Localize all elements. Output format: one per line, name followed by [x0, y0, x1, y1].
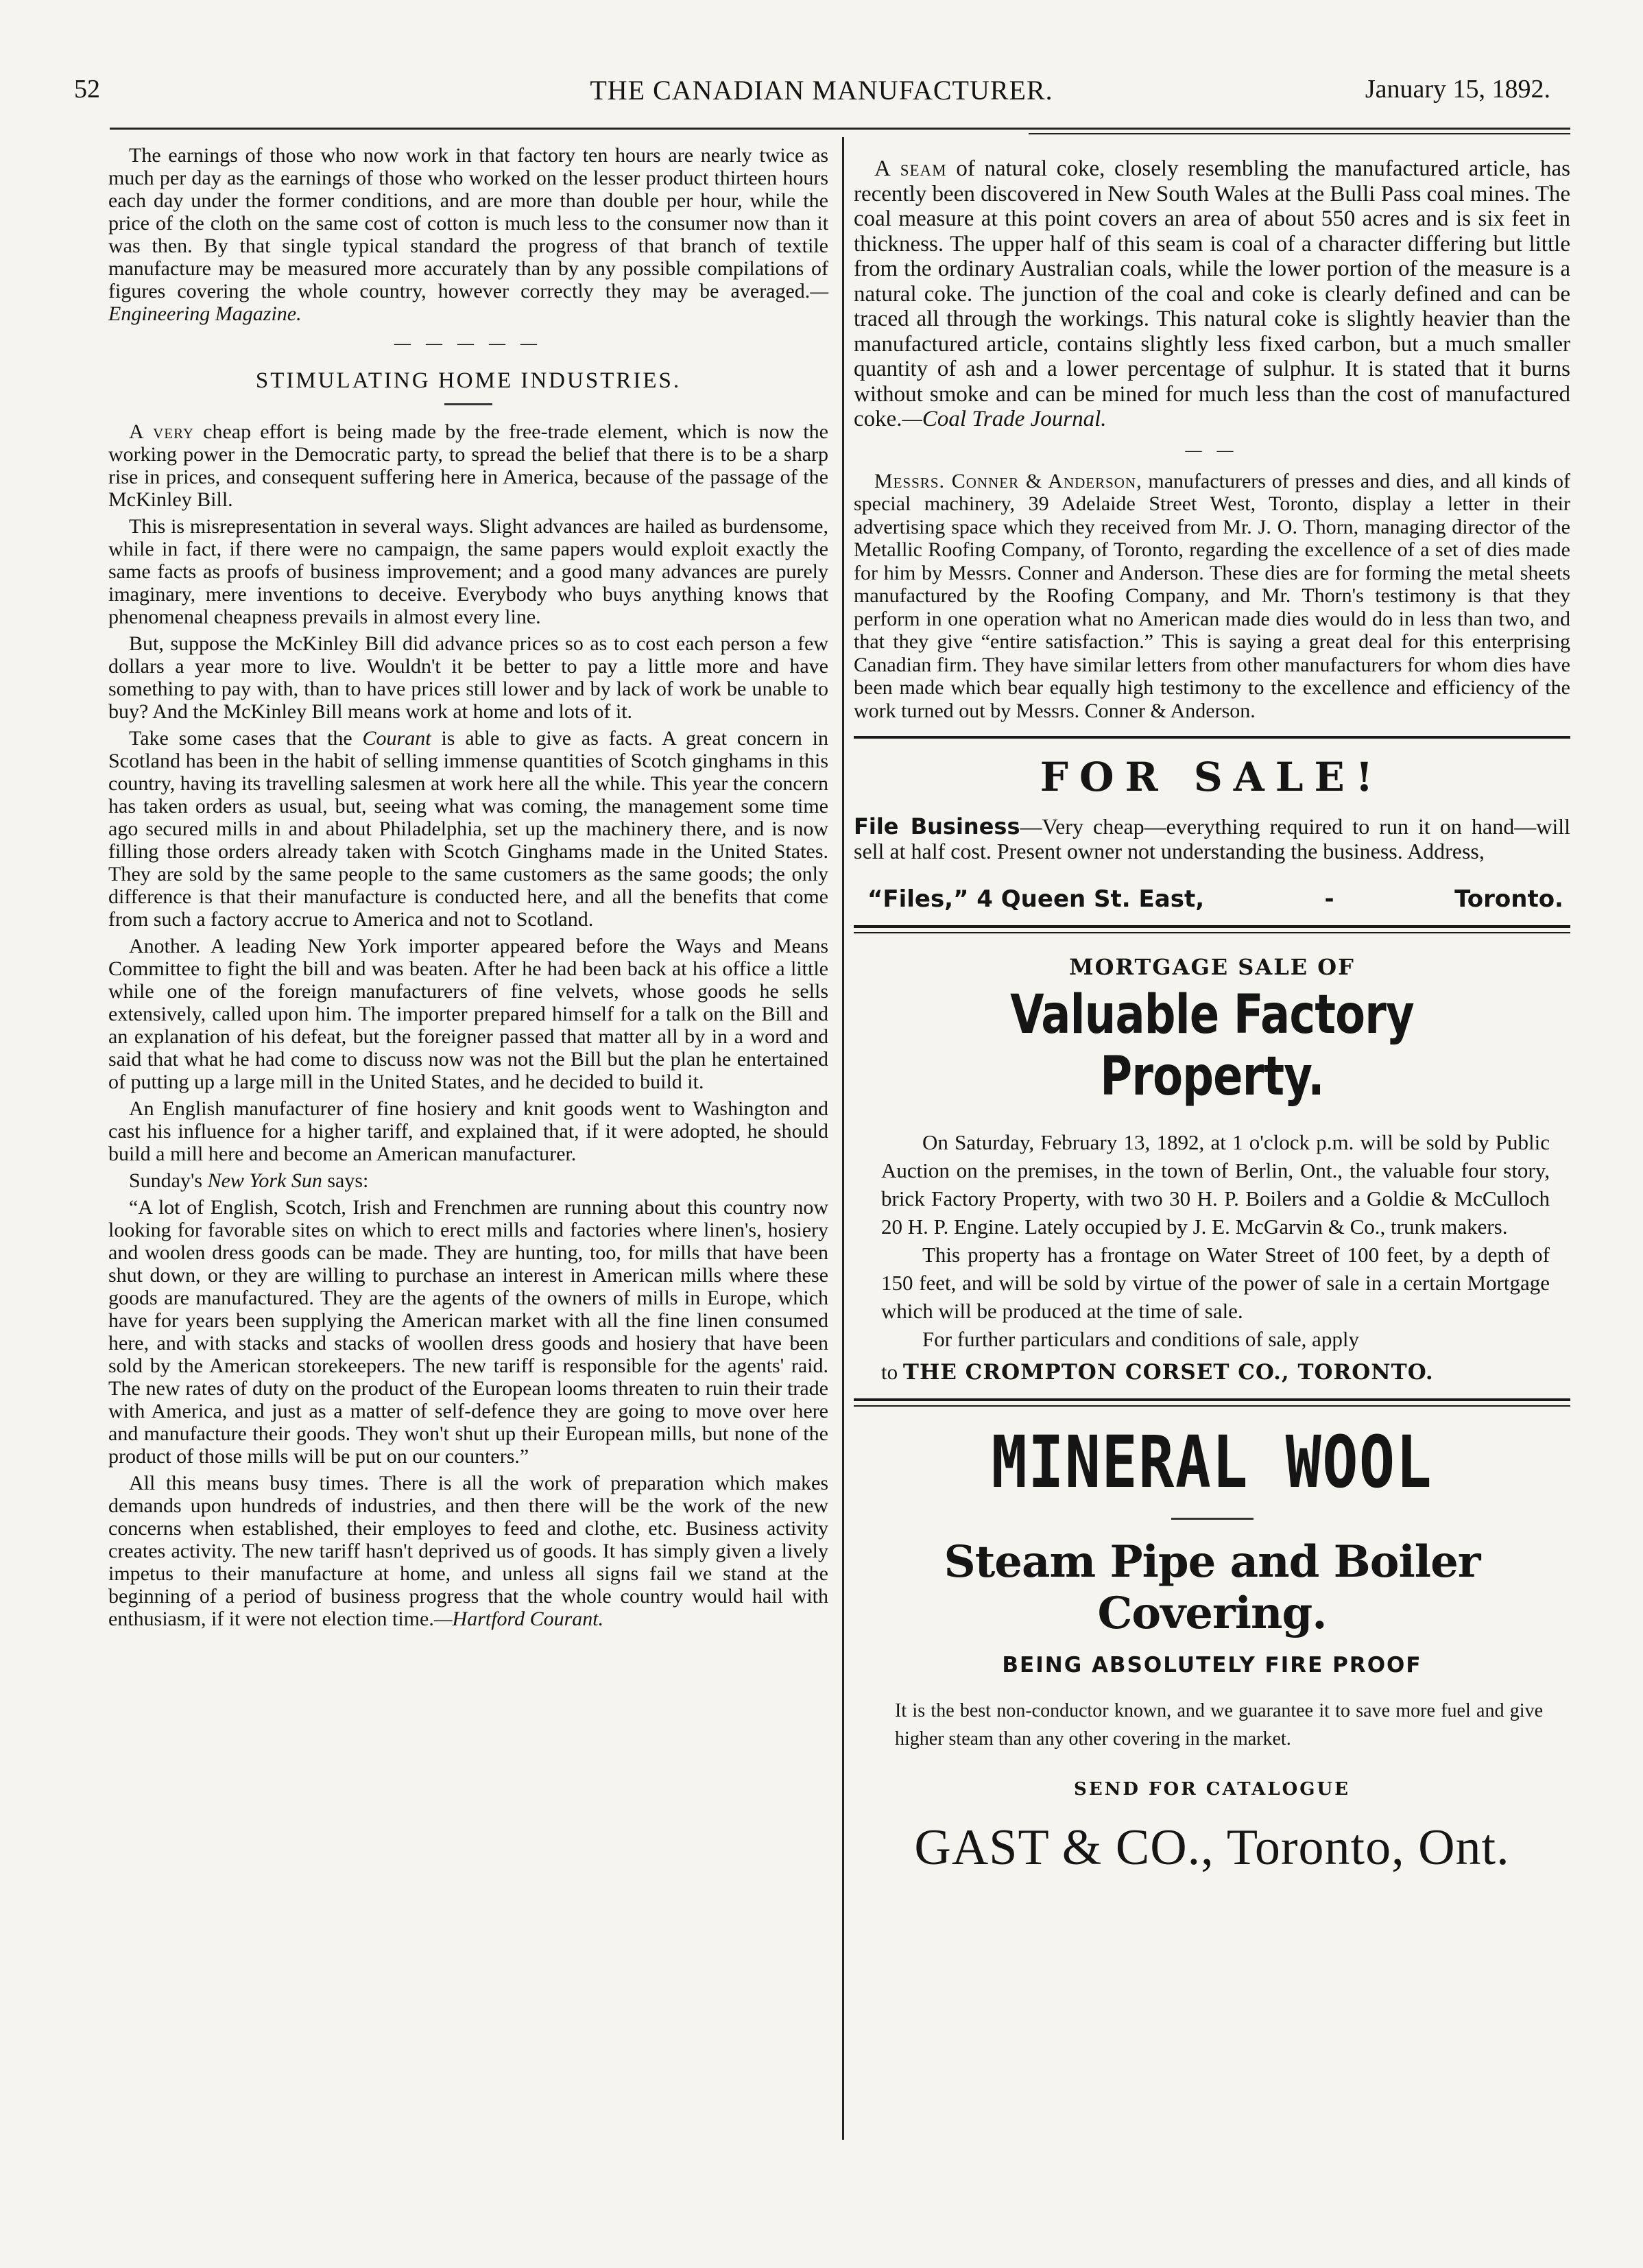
address-street: “Files,” 4 Queen St. East, [867, 885, 1205, 913]
mineral-wool-company: GAST & CO., Toronto, Ont. [914, 1819, 1510, 1876]
publication-name: Courant [362, 727, 431, 750]
paragraph-text: of natural coke, closely resembling the manufactured article, has recently been discovered in New South Wales at the Bulli Pass coal mines. The coal measure at this point covers an area of about 550 acres and is six feet in thickness. The upper half of this seam is coal of a character differing but little from the ordinary Australian coals, while the lower portion of the measure is a natural coke. The junction of the coal and coke is clearly defined and can be traced all through the workings. This natural coke is slightly heavier than the manufactured article, contains slightly less fixed carbon, but a much smaller quantity of ash and a lower percentage of sulphur. It is stated that it burns without smoke and can be mined for much less than the cost of manufactured coke. [854, 156, 1571, 431]
paragraph-text: says: [327, 1169, 369, 1192]
paragraph-text: manufacturers of presses and dies, and all kinds of special machinery, 39 Adelaide Street West, Toronto, display a letter in their advertising space which they received from Mr. J. O. Thorn, managing director of the Metallic Roofing Company, of Toronto, regarding the excellence of a set of dies made for him by Messrs. Conner and Anderson. These dies are for forming the metal sheets manufactured by the Roofing Company, and Mr. Thorn's testimony is that they perform in one operation what no American made dies would do in less than two, and that they give “entire satisfaction.” This is saying a great deal for this enterprising Canadian firm. They have similar letters from other manufacturers for whom dies have been made which bear equally high testimony to the excellence and efficiency of the work turned out by Messrs. Conner & Anderson. [854, 469, 1570, 722]
intro-text: The earnings of those who now work in that factory ten hours are nearly twice as much per day as the earnings of those who worked on the lesser product thirteen hours each day under the former conditions, and are more than double per hour, while the price of the cloth on the same cost of cotton is much less to the consumer now than it was then. By that single typical standard the progress of that branch of textile manufacture may be measured more accurately than by any possible compilations of figures covering the whole country, however correctly they may be averaged. [108, 144, 828, 302]
article-paragraph: This is misrepresentation in several ways. Slight advances are hailed as burdensome, while in fact, if there were no campaign, the same papers would exploit exactly the same facts as proofs of business improvement; and a good many advances are purely imaginary, mere inventions to deceive. Everybody who buys anything knows that phenomenal cheapness prevails in almost every line. [108, 515, 828, 628]
intro-paragraph [108, 144, 828, 325]
address-dash: - [1324, 885, 1334, 913]
paragraph-text: Sunday's [129, 1169, 203, 1192]
lead-in: A very [129, 420, 195, 443]
quoted-paragraph: “A lot of English, Scotch, Irish and Frenchmen are running about this country now looking for favorable sites on which to erect mills and factories where linen's, hosiery and woolen dress goods can be made. They are hunting, too, for mills that have been shut down, or they are willing to purchase an interest in American mills where these goods are manufactured. They are the agents of the owners of mills in Europe, which have for years been supplying the American market with all the fine linen consumed here, and with stacks and stacks of woollen dress goods and hosiery that have been sold by the American storekeepers. The new tariff is responsible for the agents' raid. The new rates of duty on the product of the European looms threaten to ruin their trade with America, and just as a matter of self-defence they are going to move over here and manufacture their goods. They won't shut up their European mills, but none of the product of those mills will be put on our counters.” [108, 1196, 828, 1468]
article-source: —Hartford Courant. [433, 1608, 604, 1630]
contact-prefix: to [881, 1360, 898, 1384]
for-sale-address [867, 885, 1563, 913]
article-paragraph [108, 1169, 828, 1192]
paragraph-text: cheap effort is being made by the free-trade element, which is now the working power in the Democratic party, to spread the belief that there is to be a sharp rise in prices, and consequent suffering here in America, because of the passage of the McKinley Bill. [108, 420, 828, 511]
mineral-wool-text: It is the best non-conductor known, and we guarantee it to save more fuel and give higher steam than any other covering in the market. [895, 1700, 1543, 1750]
paragraph-text: is able to give as facts. A great concern in Scotland has been in the habit of selling immense quantities of Scotch ginghams in this country, having its travelling salesmen at work here all the while. This year the concern has taken orders as usual, but, seeing what was coming, the management some time ago secured mills in and about Philadelphia, set up the machinery there, and is now filling those orders already taken with Scotch Ginghams made in the United States. They are sold by the same people to the same customers as the same goods; the only difference is that their manufacture is conducted here, and all the benefits that come from such a factory accrue to America and not to Scotland. [108, 727, 829, 931]
mortgage-contact [881, 1360, 1570, 1385]
article-paragraph: An English manufacturer of fine hosiery and knit goods went to Washington and cast his influence for a higher tariff, and explained that, if it were adopted, he should build a mill here and become an American manufacturer. [108, 1097, 828, 1165]
header-rule [110, 128, 1570, 130]
for-sale-heading: FOR SALE! [1040, 754, 1384, 800]
ad-rule-thin [854, 1405, 1570, 1407]
mineral-wool-subheading: Steam Pipe and Boiler Covering. [944, 1536, 1480, 1639]
article-paragraph: But, suppose the McKinley Bill did advance prices so as to cost each person a few dollars a year more to live. Wouldn't it be better to pay a little more and have something to pay with, than to have prices still lower and by lack of work be unable to buy? And the McKinley Bill means work at home and lots of it. [108, 632, 828, 723]
heading-rule [1171, 1518, 1254, 1520]
send-for-catalogue: SEND FOR CATALOGUE [1074, 1779, 1350, 1800]
publication-name: New York Sun [207, 1169, 322, 1192]
mortgage-paragraph: For further particulars and conditions of sale, apply [922, 1327, 1360, 1351]
section-separator: — — [1185, 441, 1239, 459]
right-column [854, 156, 1570, 1877]
ad-rule [854, 925, 1570, 928]
conner-paragraph [854, 470, 1570, 723]
mortgage-paragraph: This property has a frontage on Water Street of 100 feet, by a depth of 150 feet, and will be sold by virtue of the power of sale in a certain Mortgage which will be produced at the time of sale. [881, 1243, 1550, 1323]
masthead-title: THE CANADIAN MANUFACTURER. [590, 75, 1053, 106]
mortgage-kicker: MORTGAGE SALE OF [1069, 954, 1355, 980]
coke-paragraph [854, 156, 1570, 432]
column-divider [842, 137, 844, 2140]
ad-rule [854, 736, 1570, 739]
issue-date: January 15, 1892. [1365, 75, 1550, 104]
intro-source: —Engineering Magazine. [108, 280, 828, 325]
article-source: —Coal Trade Journal. [902, 407, 1107, 431]
for-sale-text [854, 814, 1570, 863]
ad-bold-lead: File Business [854, 813, 1020, 839]
page-number: 52 [74, 75, 100, 104]
ad-rule-thin [854, 932, 1570, 933]
left-column [108, 144, 828, 1634]
paragraph-text: All this means busy times. There is all the work of preparation which makes demands upon hundreds of industries, and then there will be the work of the new concerns when established, their employes to feed and clothe, etc. Business activity creates activity. The new tariff hasn't deprived us of goods. It has simply given a lively impetus to their manufacture at home, and unless all signs fail we stand at the beginning of a period of business progress that the whole country would hail with enthusiasm, if it were not election time. [108, 1472, 828, 1630]
lead-in: Messrs. Conner & Anderson, [874, 469, 1142, 492]
contact-company: THE CROMPTON CORSET CO., TORONTO. [902, 1360, 1434, 1385]
paragraph-text: Take some cases that the [129, 727, 352, 750]
ad-rule [854, 1398, 1570, 1401]
mineral-wool-heading: MINERAL WOOL [991, 1420, 1433, 1504]
title-rule [444, 403, 492, 405]
mortgage-paragraph: On Saturday, February 13, 1892, at 1 o'clock p.m. will be sold by Public Auction on the premises, in the town of Berlin, Ont., the valuable four story, brick Factory Property, with two 30 H. P. Boilers and a Goldie & McCulloch 20 H. P. Engine. Lately occupied by J. E. McGarvin & Co., trunk makers. [881, 1130, 1550, 1239]
article-paragraph [108, 1472, 828, 1630]
header-rule-secondary [1029, 133, 1570, 134]
address-city: Toronto. [1454, 885, 1563, 913]
fireproof-line: BEING ABSOLUTELY FIRE PROOF [1002, 1653, 1422, 1678]
section-title: STIMULATING HOME INDUSTRIES. [255, 368, 682, 393]
article-paragraph: Another. A leading New York importer appeared before the Ways and Means Committee to fight the bill and was beaten. After he had been back at his office a little while one of the foreign manufacturers of fine velvets, whose goods he sells extensively, called upon him. The importer prepared himself for a talk on the Bill and an explanation of his defeat, but the foreigner passed that matter all by in a word and said that what he had come to discuss now was not the Bill but the plan he entertained of putting up a large mill in the United States, and he decided to build it. [108, 935, 828, 1093]
lead-in: A seam [874, 156, 947, 181]
ad-body: —Very cheap—everything required to run it on hand—will sell at half cost. Present owner not understanding the business. Address, [854, 814, 1571, 863]
section-separator: — — — — — [394, 335, 542, 353]
article-paragraph [108, 420, 828, 511]
article-paragraph [108, 727, 828, 931]
mortgage-heading: Valuable Factory Property. [1010, 984, 1414, 1108]
